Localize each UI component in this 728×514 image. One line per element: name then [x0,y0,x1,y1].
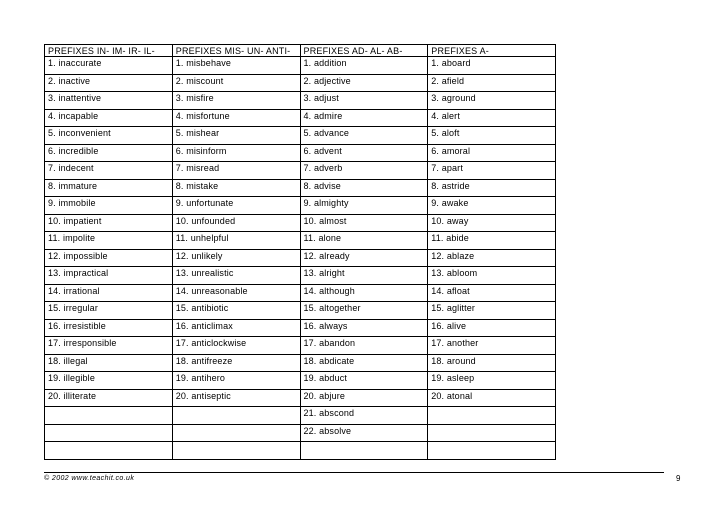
table-cell: 15. antibiotic [172,302,300,320]
column-header-a: PREFIXES A- [428,45,556,57]
table-row [45,424,556,442]
column-header-ad-al-ab: PREFIXES AD- AL- AB- [300,45,428,57]
table-body [45,57,556,460]
table-cell: 18. illegal [45,354,173,372]
table-cell: 10. impatient [45,214,173,232]
table-cell: 18. antifreeze [172,354,300,372]
table-cell: 13. abloom [428,267,556,285]
table-cell: 18. around [428,354,556,372]
table-cell: 7. misread [172,162,300,180]
table-cell: 12. ablaze [428,249,556,267]
table-cell: 9. almighty [300,197,428,215]
table-cell: 13. unrealistic [172,267,300,285]
table-cell: 10. away [428,214,556,232]
table-cell: 3. adjust [300,92,428,110]
table-cell: 5. advance [300,127,428,145]
table-row [45,354,556,372]
table-cell [428,424,556,442]
table-cell: 1. addition [300,57,428,75]
table-cell: 2. adjective [300,74,428,92]
table-row [45,302,556,320]
table-cell [45,442,173,460]
table-row [45,197,556,215]
table-cell: 10. unfounded [172,214,300,232]
table-cell [45,424,173,442]
table-row [45,319,556,337]
table-row [45,92,556,110]
table-cell: 19. asleep [428,372,556,390]
table-cell: 17. another [428,337,556,355]
table-cell: 12. impossible [45,249,173,267]
table-header-row [45,45,556,57]
table-spacer-row [45,442,556,460]
column-header-mis-un-anti: PREFIXES MIS- UN- ANTI- [172,45,300,57]
table-cell: 13. alright [300,267,428,285]
table-cell: 20. illiterate [45,389,173,407]
table-cell: 15. irregular [45,302,173,320]
table-cell: 19. abduct [300,372,428,390]
table-cell: 14. afloat [428,284,556,302]
table-cell: 2. miscount [172,74,300,92]
table-cell: 16. always [300,319,428,337]
table-cell: 15. aglitter [428,302,556,320]
table-cell: 12. already [300,249,428,267]
table-cell: 3. misfire [172,92,300,110]
table-row [45,407,556,425]
table-row [45,214,556,232]
table-cell: 6. misinform [172,144,300,162]
table-row [45,267,556,285]
table-cell: 16. alive [428,319,556,337]
table-cell [45,407,173,425]
table-cell [300,442,428,460]
footer-copyright: © 2002 www.teachit.co.uk [44,475,135,482]
table-cell: 17. anticlockwise [172,337,300,355]
table-cell: 20. antiseptic [172,389,300,407]
table-cell: 11. abide [428,232,556,250]
table-cell: 14. unreasonable [172,284,300,302]
table-cell: 14. although [300,284,428,302]
table-cell: 8. astride [428,179,556,197]
table-cell: 5. aloft [428,127,556,145]
table-cell: 3. inattentive [45,92,173,110]
table-cell [172,424,300,442]
table-cell: 4. incapable [45,109,173,127]
table-cell: 22. absolve [300,424,428,442]
table-cell: 15. altogether [300,302,428,320]
table-cell: 2. afield [428,74,556,92]
table-cell [428,407,556,425]
table-cell: 20. abjure [300,389,428,407]
table-cell: 8. mistake [172,179,300,197]
table-cell: 16. irresistible [45,319,173,337]
table-row [45,74,556,92]
table-cell: 1. aboard [428,57,556,75]
table-cell: 7. adverb [300,162,428,180]
table-cell: 11. unhelpful [172,232,300,250]
table-row [45,109,556,127]
table-cell: 21. abscond [300,407,428,425]
table-cell: 6. incredible [45,144,173,162]
table-row [45,249,556,267]
table-cell: 7. indecent [45,162,173,180]
table-cell: 17. irresponsible [45,337,173,355]
table-cell: 5. mishear [172,127,300,145]
table-cell: 10. almost [300,214,428,232]
table-row [45,232,556,250]
page-number: 9 [676,474,681,483]
table-cell: 4. admire [300,109,428,127]
table-cell: 4. misfortune [172,109,300,127]
table-row [45,127,556,145]
table-cell: 9. immobile [45,197,173,215]
table-row [45,57,556,75]
table-cell: 1. inaccurate [45,57,173,75]
table-cell: 8. immature [45,179,173,197]
table-cell: 6. advent [300,144,428,162]
table-cell: 11. alone [300,232,428,250]
table-row [45,372,556,390]
table-cell: 9. unfortunate [172,197,300,215]
table-row [45,389,556,407]
table-row [45,284,556,302]
column-header-in-im-ir-il: PREFIXES IN- IM- IR- IL- [45,45,173,57]
table-cell: 4. alert [428,109,556,127]
table-cell: 20. atonal [428,389,556,407]
table-row [45,162,556,180]
table-cell: 2. inactive [45,74,173,92]
table-cell: 14. irrational [45,284,173,302]
table-cell: 19. illegible [45,372,173,390]
table-cell: 17. abandon [300,337,428,355]
table-cell: 7. apart [428,162,556,180]
prefix-table [44,44,556,460]
table-row [45,179,556,197]
table-cell: 12. unlikely [172,249,300,267]
table-cell: 16. anticlimax [172,319,300,337]
table-cell: 3. aground [428,92,556,110]
table-cell: 8. advise [300,179,428,197]
table-cell: 13. impractical [45,267,173,285]
table-cell: 6. amoral [428,144,556,162]
table-cell: 9. awake [428,197,556,215]
table-row [45,337,556,355]
table-cell [428,442,556,460]
table-cell [172,442,300,460]
table-cell [172,407,300,425]
table-row [45,144,556,162]
footer-divider [44,472,664,473]
table-cell: 11. impolite [45,232,173,250]
table-cell: 18. abdicate [300,354,428,372]
table-cell: 19. antihero [172,372,300,390]
table-cell: 5. inconvenient [45,127,173,145]
table-cell: 1. misbehave [172,57,300,75]
